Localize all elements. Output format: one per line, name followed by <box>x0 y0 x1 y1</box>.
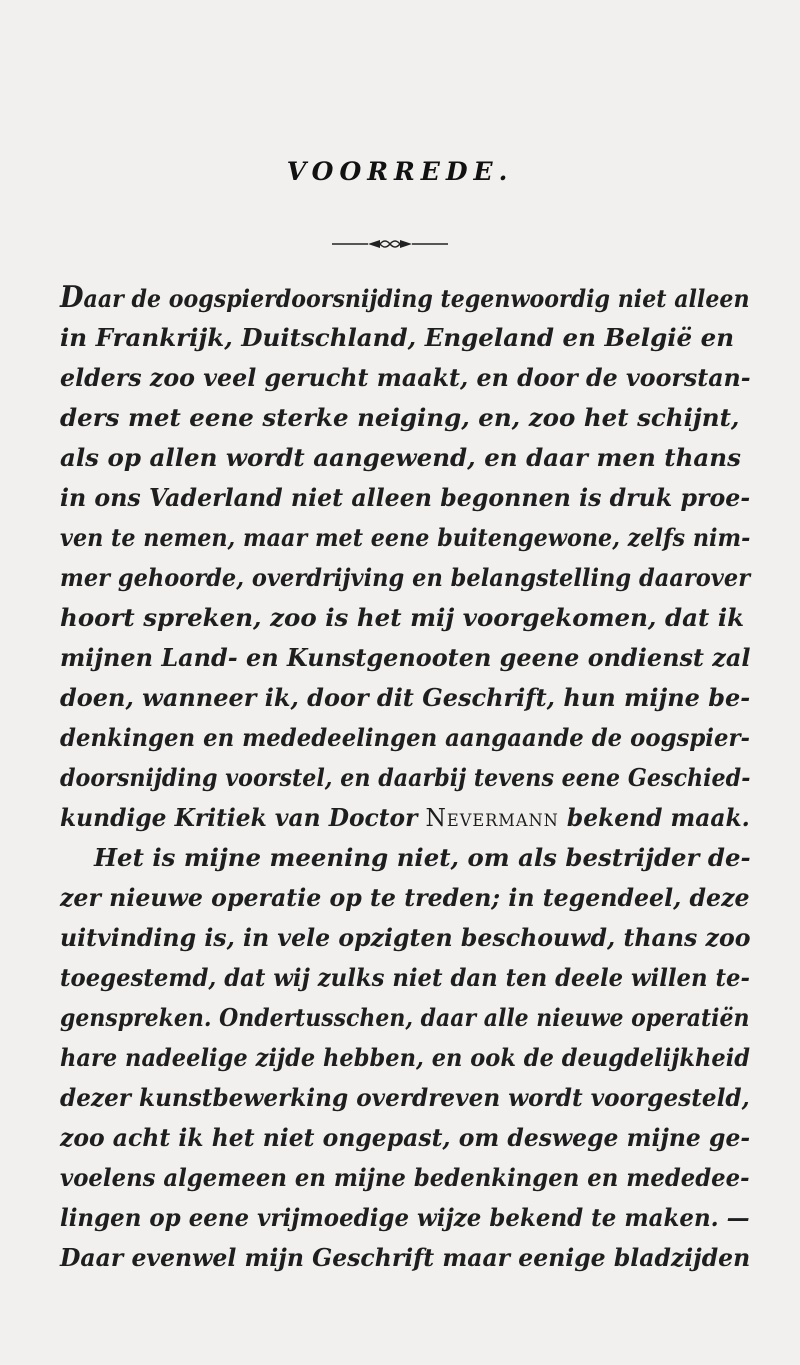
text-line: als op allen wordt aangewend, en daar men thans <box>60 443 741 472</box>
text-line-rest: aar de oogspierdoorsnijding tegenwoordig niet alleen <box>83 284 750 313</box>
text-line: toegestemd, dat wij zulks niet dan ten deele willen te- <box>60 963 750 992</box>
text-line: hoort spreken, zoo is het mij voorgekomen, dat ik <box>60 603 745 632</box>
text-line: in ons Vaderland niet alleen begonnen is druk proe- <box>60 483 751 512</box>
text-line: mijnen Land- en Kunstgenooten geene ondienst zal <box>60 643 751 672</box>
text-line: lingen op eene vrijmoedige wijze bekend te maken. — <box>60 1203 750 1232</box>
text-line: zer nieuwe operatie op te treden; in tegendeel, deze <box>60 883 750 912</box>
text-line: in Frankrijk, Duitschland, Engeland en België en <box>60 323 735 352</box>
text-segment: kundige Kritiek van Doctor <box>60 803 426 832</box>
text-line: genspreken. Ondertusschen, daar alle nieuwe operatiën <box>60 1003 750 1032</box>
text-line: Het is mijne meening niet, om als bestrijder de- <box>60 843 751 872</box>
text-line: ders met eene sterke neiging, en, zoo het schijnt, <box>60 403 740 432</box>
text-line <box>60 803 750 833</box>
text-line: Daar evenwel mijn Geschrift maar eenige bladzijden <box>60 1243 751 1272</box>
text-line: dezer kunstbewerking overdreven wordt voorgesteld, <box>60 1083 750 1112</box>
text-line: ven te nemen, maar met eene buitengewone, zelfs nim- <box>60 523 751 552</box>
text-line: zoo acht ik het niet ongepast, om deswege mijne ge- <box>60 1123 751 1152</box>
text-line: doorsnijding voorstel, en daarbij tevens eene Geschied- <box>60 763 751 792</box>
author-name: Nevermann <box>425 803 559 832</box>
text-line: mer gehoorde, overdrijving en belangstelling daarover <box>60 563 751 592</box>
text-line <box>60 280 750 315</box>
text-line: elders zoo veel gerucht maakt, en door de voorstan- <box>60 363 751 392</box>
drop-cap: D <box>60 280 84 315</box>
page-title: VOORREDE. <box>286 157 514 186</box>
ornamental-divider-icon <box>330 237 450 251</box>
text-line: uitvinding is, in vele opzigten beschouwd, thans zoo <box>60 923 751 952</box>
text-line: voelens algemeen en mijne bedenkingen en mededee- <box>60 1163 750 1192</box>
text-line: doen, wanneer ik, door dit Geschrift, hun mijne be- <box>60 683 751 712</box>
text-segment: bekend maak. <box>558 803 750 832</box>
text-line: denkingen en mededeelingen aangaande de oogspier- <box>60 723 750 752</box>
text-line: hare nadeelige zijde hebben, en ook de deugdelijkheid <box>60 1043 751 1072</box>
